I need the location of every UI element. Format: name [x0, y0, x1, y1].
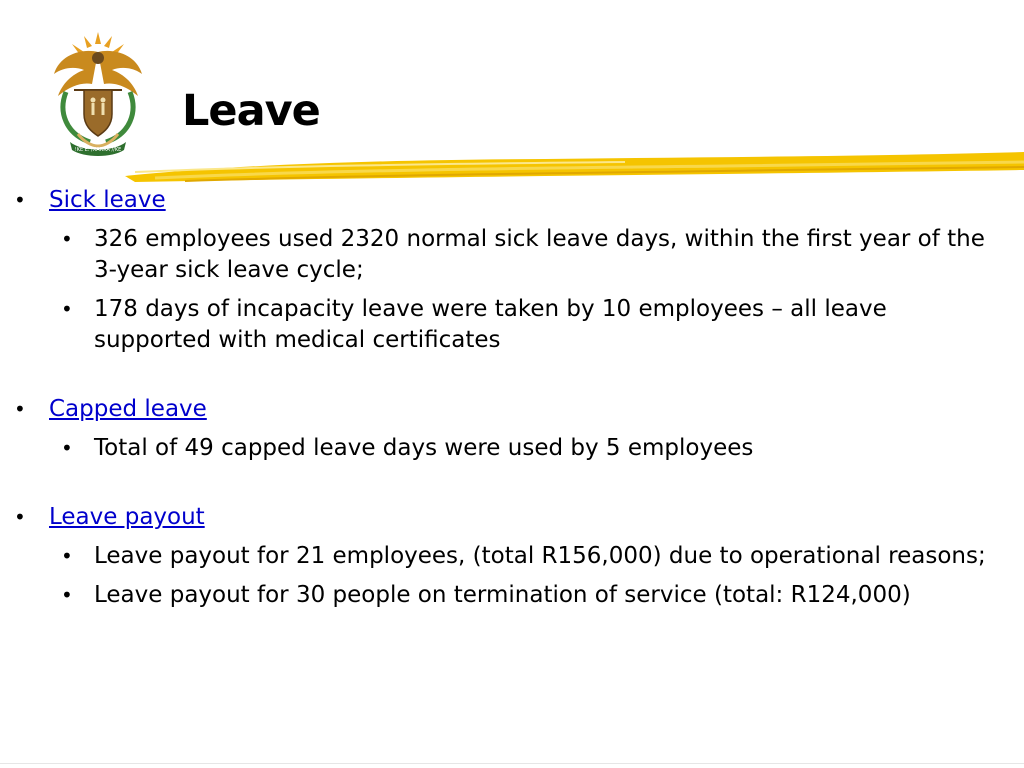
list-item-text: Leave payout for 21 employees, (total R156,000) due to operational reasons;	[94, 543, 986, 569]
coat-of-arms-icon	[48, 30, 148, 156]
link-sick-leave[interactable]: Sick leave	[49, 187, 166, 213]
motto-text: !KE E: /XARRA //KE	[74, 147, 122, 153]
section-sick-leave	[0, 184, 1024, 356]
bullet-icon: •	[61, 544, 73, 568]
bullet-icon: •	[61, 436, 73, 460]
bullet-icon: •	[61, 227, 73, 251]
list-item-text: Total of 49 capped leave days were used by 5 employees	[94, 435, 754, 461]
link-leave-payout[interactable]: Leave payout	[49, 504, 205, 530]
link-capped-leave[interactable]: Capped leave	[49, 396, 207, 422]
list-item	[0, 580, 1024, 611]
slide-body	[0, 184, 1024, 611]
list-item-text: Leave payout for 30 people on termination of service (total: R124,000)	[94, 582, 911, 608]
list-item	[0, 433, 1024, 464]
slide-title: Leave	[182, 86, 320, 136]
bottom-divider	[0, 763, 1024, 764]
list-item-text: 178 days of incapacity leave were taken by 10 employees – all leave supported with medical certificates	[94, 296, 887, 353]
section-capped-leave	[0, 393, 1024, 464]
bullet-icon: •	[61, 583, 73, 607]
list-item	[0, 224, 1024, 286]
list-item	[0, 294, 1024, 356]
bullet-icon: •	[14, 397, 26, 421]
list-item-text: 326 employees used 2320 normal sick leave days, within the first year of the 3-year sick leave cycle;	[94, 226, 985, 283]
bullet-icon: •	[14, 505, 26, 529]
list-item	[0, 541, 1024, 572]
bullet-icon: •	[14, 188, 26, 212]
bullet-icon: •	[61, 297, 73, 321]
brush-stroke-divider	[125, 148, 1024, 188]
section-leave-payout	[0, 501, 1024, 611]
